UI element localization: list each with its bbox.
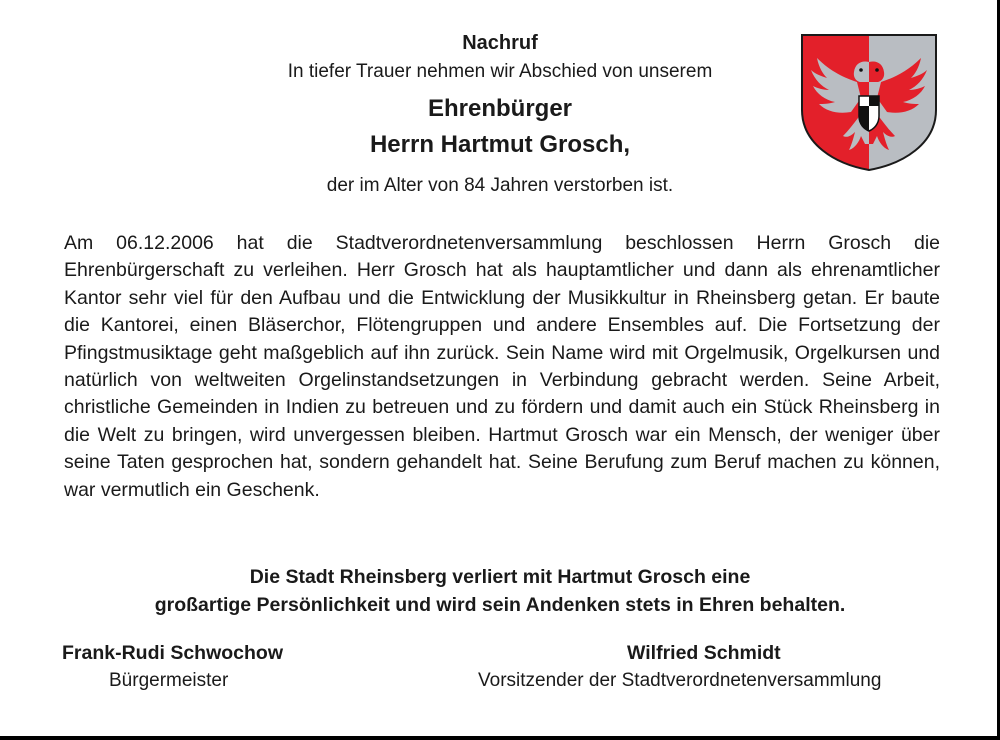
signature-mayor	[62, 642, 302, 692]
signature-name: Frank-Rudi Schwochow	[62, 642, 284, 664]
signature-role: Vorsitzender der Stadtverordnetenversammlung	[478, 670, 882, 691]
signature-role: Bürgermeister	[109, 670, 229, 691]
eagle-coat-of-arms-icon	[799, 32, 939, 172]
obituary-body: Am 06.12.2006 hat die Stadtverordnetenversammlung beschlossen Herrn Grosch die Ehrenbürgerschaft zu verleihen. Herr Grosch hat als hauptamtlicher und dann als ehrenamtlicher Kantor sehr viel für den Aufbau und die Entwicklung der Musikkultur in Rheinsberg getan. Er baute die Kantorei, einen Bläserchor, Flötengruppen und andere Ensembles auf. Die Fortsetzung der Pfingstmusiktage geht maßgeblich auf ihn zurück. Sein Name wird mit Orgelmusik, Orgelkursen und natürlich von weltweiten Orgelinstandsetzungen in Verbindung gebracht werden. Seine Arbeit, christliche Gemeinden in Indien zu betreuen und zu fördern und damit auch ein Stück Rheinsberg in die Welt zu bringen, wird unvergessen bleiben. Hartmut Grosch war ein Mensch, der weniger über seine Taten gesprochen hat, sondern gehandelt hat. Seine Berufung zum Beruf machen zu können, war vermutlich ein Geschenk.	[64, 232, 940, 501]
age-line: der im Alter von 84 Jahren verstorben ist.	[326, 175, 674, 196]
closing-line-1: Die Stadt Rheinsberg verliert mit Hartmut Grosch eine	[249, 566, 751, 588]
closing-line-2: großartige Persönlichkeit und wird sein Andenken stets in Ehren behalten.	[154, 594, 846, 616]
notice-heading: Nachruf	[462, 32, 538, 54]
intro-line: In tiefer Trauer nehmen wir Abschied von unserem	[287, 61, 713, 82]
signature-name: Wilfried Schmidt	[627, 642, 781, 664]
deceased-name: Herrn Hartmut Grosch,	[369, 131, 631, 158]
honorary-title: Ehrenbürger	[427, 95, 573, 122]
